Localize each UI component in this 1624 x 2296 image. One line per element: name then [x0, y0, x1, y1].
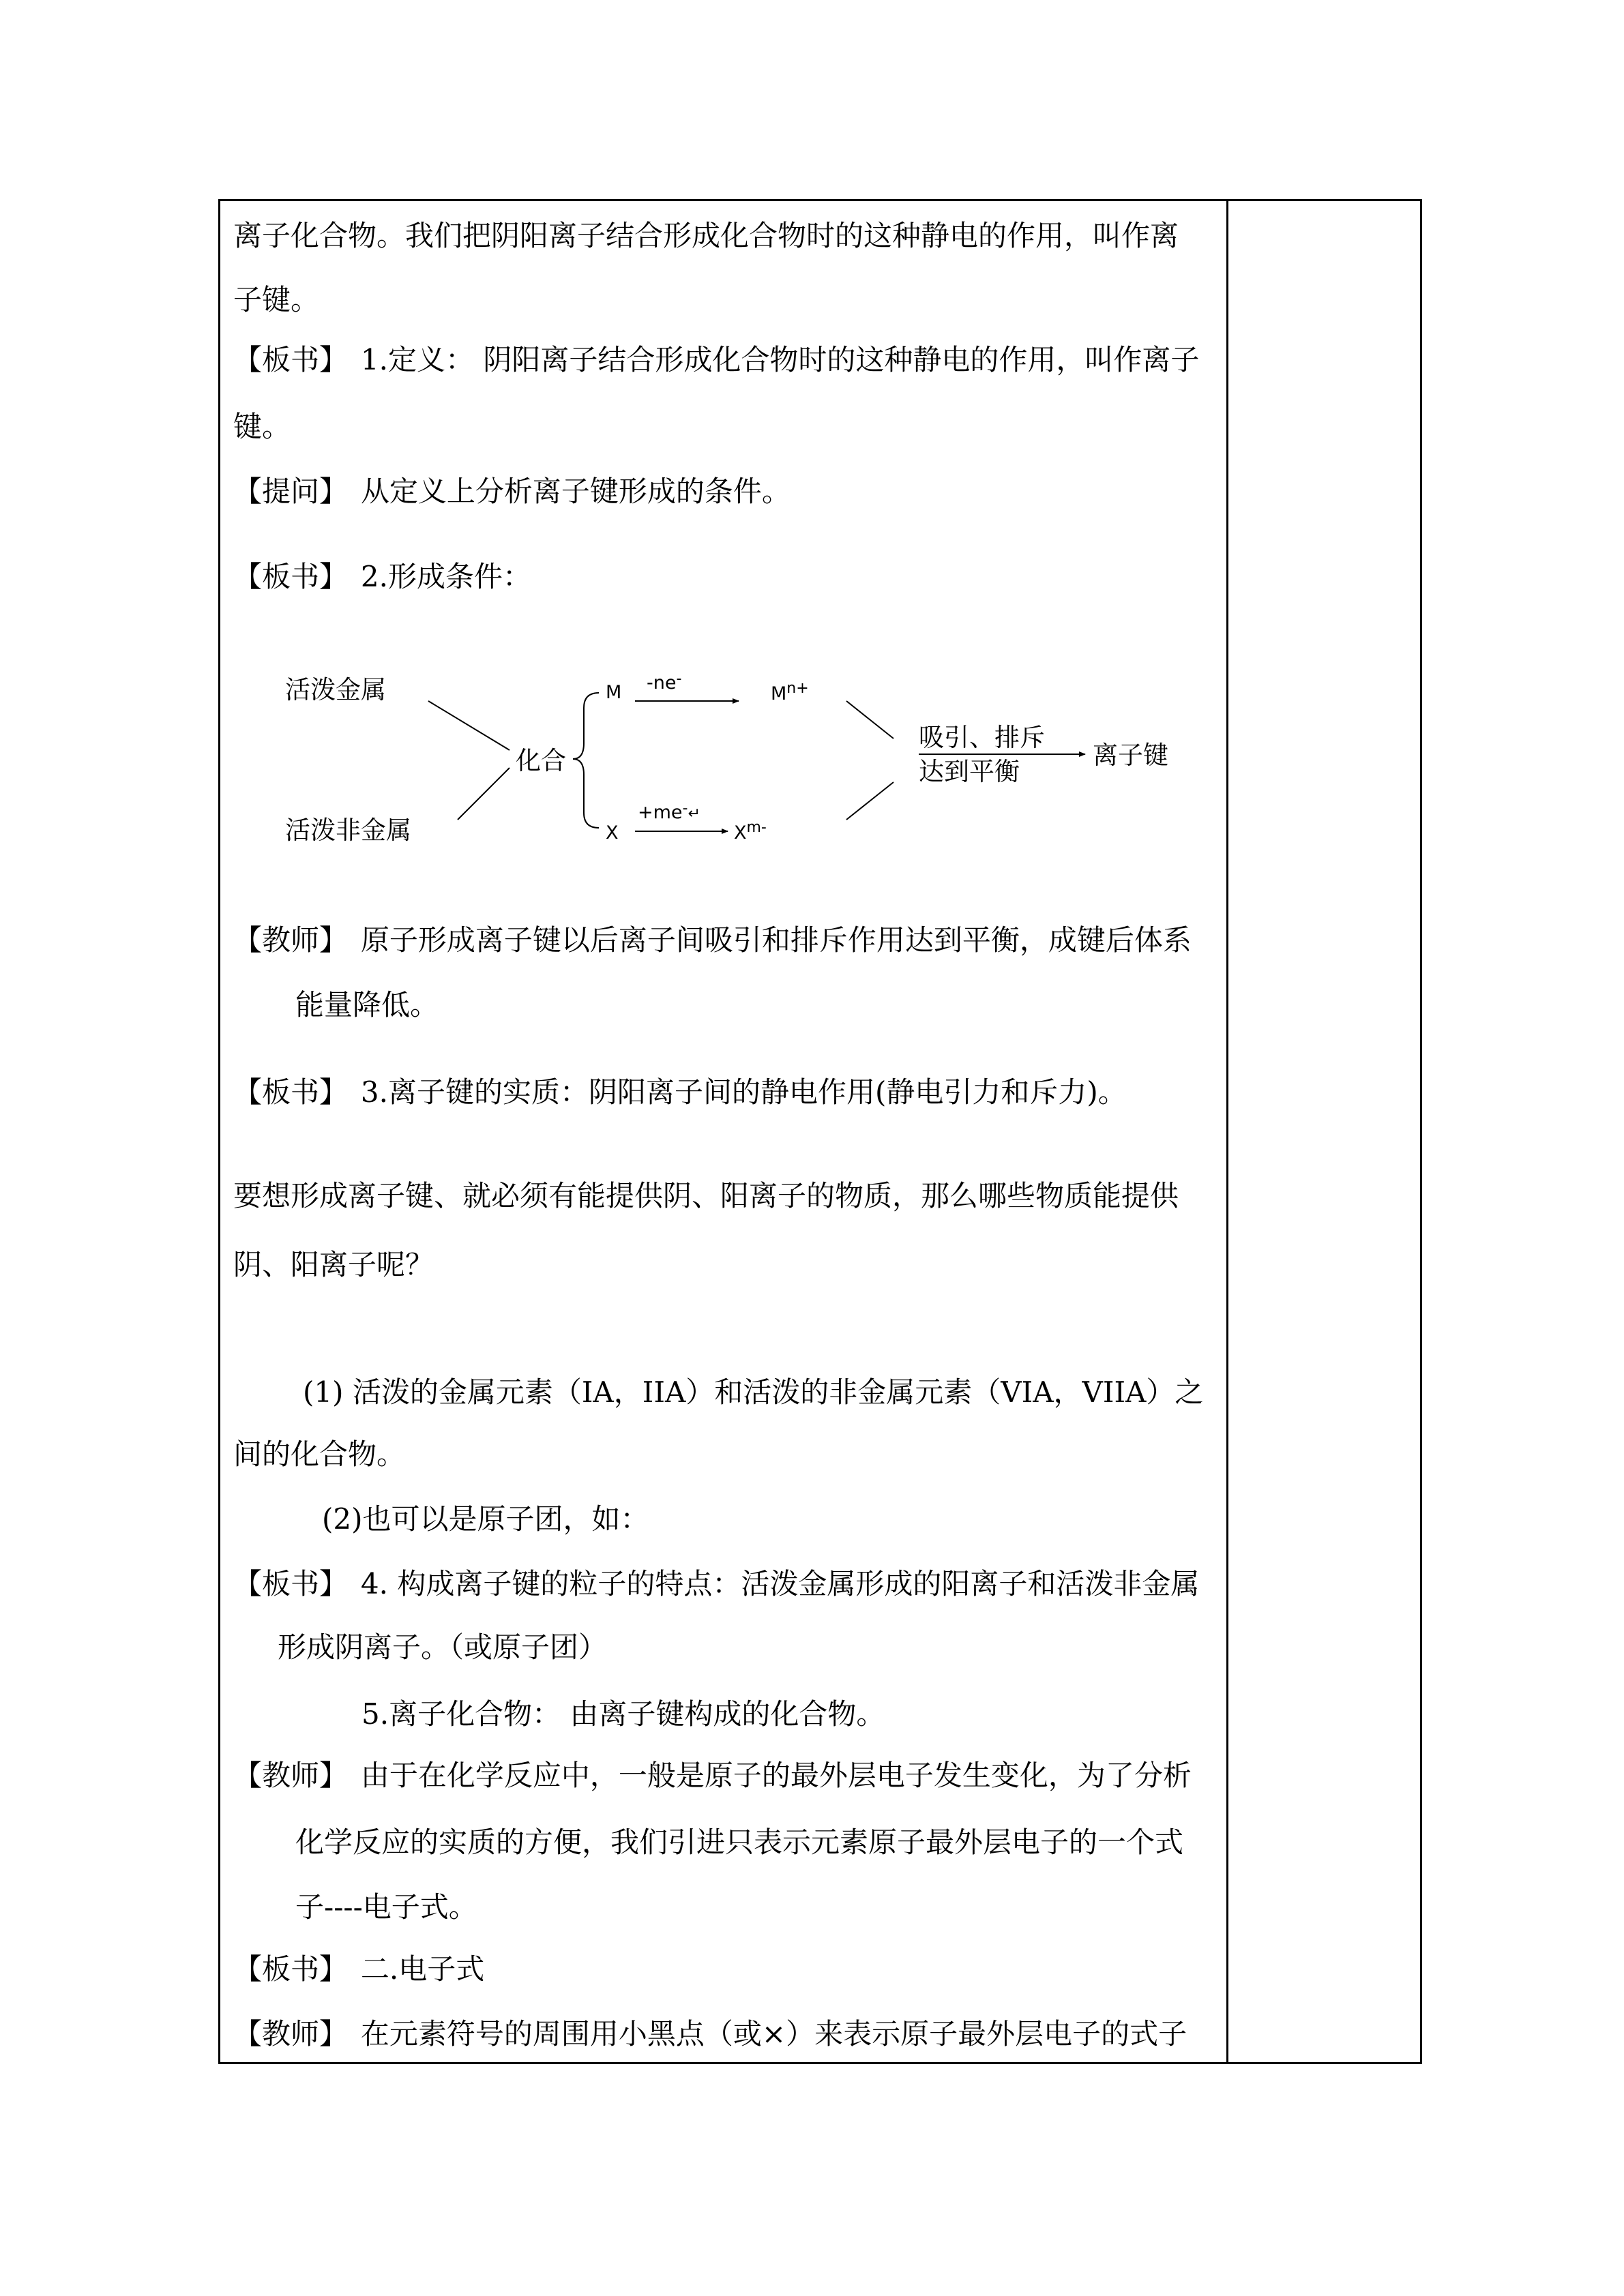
ionic-bond-label: 离子键 [1093, 741, 1168, 770]
board-text: 1.定义： 阴阳离子结合形成化合物时的这种静电的作用，叫作离子 [360, 343, 1200, 376]
board-label: 【板书】 [233, 1567, 349, 1600]
brace-shape [573, 693, 599, 828]
paragraph-line: 5.离子化合物： 由离子键构成的化合物。 [361, 1697, 885, 1731]
teacher-note [233, 1758, 1192, 1793]
teacher-note [233, 923, 1192, 958]
metal-symbol: M [606, 682, 622, 703]
teacher-text: 由于在化学反应中，一般是原子的最外层电子发生变化，为了分析 [360, 1759, 1192, 1792]
nonmetal-symbol: X [606, 822, 619, 844]
board-label: 【板书】 [233, 560, 349, 593]
board-label: 【板书】 [233, 1952, 349, 1986]
attract-repel-label: 吸引、排斥 [919, 723, 1045, 752]
paragraph-line: 离子化合物。我们把阴阳离子结合形成化合物时的这种静电的作用，叫作离 [233, 219, 1179, 252]
teacher-label: 【教师】 [233, 1759, 349, 1792]
paragraph-line: 形成阴离子。（或原子团） [278, 1630, 608, 1664]
teacher-note [233, 2016, 1187, 2052]
question-note [233, 474, 791, 509]
paragraph-line: 键。 [233, 410, 291, 443]
reach-balance-label: 达到平衡 [919, 757, 1020, 786]
board-label: 【板书】 [233, 1075, 349, 1109]
lose-electron-label: -ne- [647, 670, 682, 694]
list-item: (2)也可以是原子团，如： [322, 1502, 649, 1536]
board-text: 4. 构成离子键的粒子的特点：活泼金属形成的阳离子和活泼非金属 [360, 1567, 1200, 1600]
notes-cell [1228, 201, 1420, 2062]
board-note [233, 342, 1199, 378]
connector-line [846, 701, 894, 739]
connector-line [428, 701, 510, 750]
combine-label: 化合 [516, 746, 566, 775]
board-text: 二.电子式 [360, 1952, 485, 1986]
paragraph-line: 间的化合物。 [233, 1437, 406, 1471]
paragraph-line: 能量降低。 [295, 988, 439, 1022]
active-nonmetal-label: 活泼非金属 [285, 816, 411, 845]
active-metal-label: 活泼金属 [285, 675, 386, 704]
teacher-text: 在元素符号的周围用小黑点（或×）来表示原子最外层电子的式子 [360, 2017, 1187, 2051]
board-note [233, 1075, 1127, 1110]
anion-formula: $X^{m-}$ [734, 819, 767, 844]
board-note [233, 1566, 1199, 1602]
paragraph-line: 子键。 [233, 283, 320, 316]
board-note [233, 559, 531, 595]
paragraph-line: 要想形成离子键、就必须有能提供阴、阳离子的物质，那么哪些物质能提供 [233, 1179, 1179, 1212]
question-text: 从定义上分析离子键形成的条件。 [360, 475, 791, 508]
teacher-text: 原子形成离子键以后离子间吸引和排斥作用达到平衡，成键后体系 [360, 923, 1192, 957]
question-label: 【提问】 [233, 475, 349, 508]
teacher-label: 【教师】 [233, 2017, 349, 2051]
connector-line [846, 782, 894, 820]
teacher-label: 【教师】 [233, 923, 349, 957]
board-text: 2.形成条件： [360, 560, 531, 593]
paragraph-line: 阴、阳离子呢？ [233, 1248, 434, 1281]
paragraph-line: 子----电子式。 [295, 1890, 477, 1924]
cation-formula: $M^{n+}$ [771, 680, 809, 704]
paragraph-line: 化学反应的实质的方便，我们引进只表示元素原子最外层电子的一个式 [295, 1825, 1184, 1859]
board-text: 3.离子键的实质：阴阳离子间的静电作用(静电引力和斥力)。 [360, 1075, 1127, 1109]
list-item: (1) 活泼的金属元素（IA，IIA）和活泼的非金属元素（VIA，VIIA）之 [303, 1375, 1204, 1409]
connector-line [458, 768, 510, 820]
board-note [233, 1952, 484, 1987]
board-label: 【板书】 [233, 343, 349, 376]
gain-electron-label: $+me^-_↵$ [638, 800, 700, 823]
ionic-bond-formation-diagram [273, 655, 1168, 859]
